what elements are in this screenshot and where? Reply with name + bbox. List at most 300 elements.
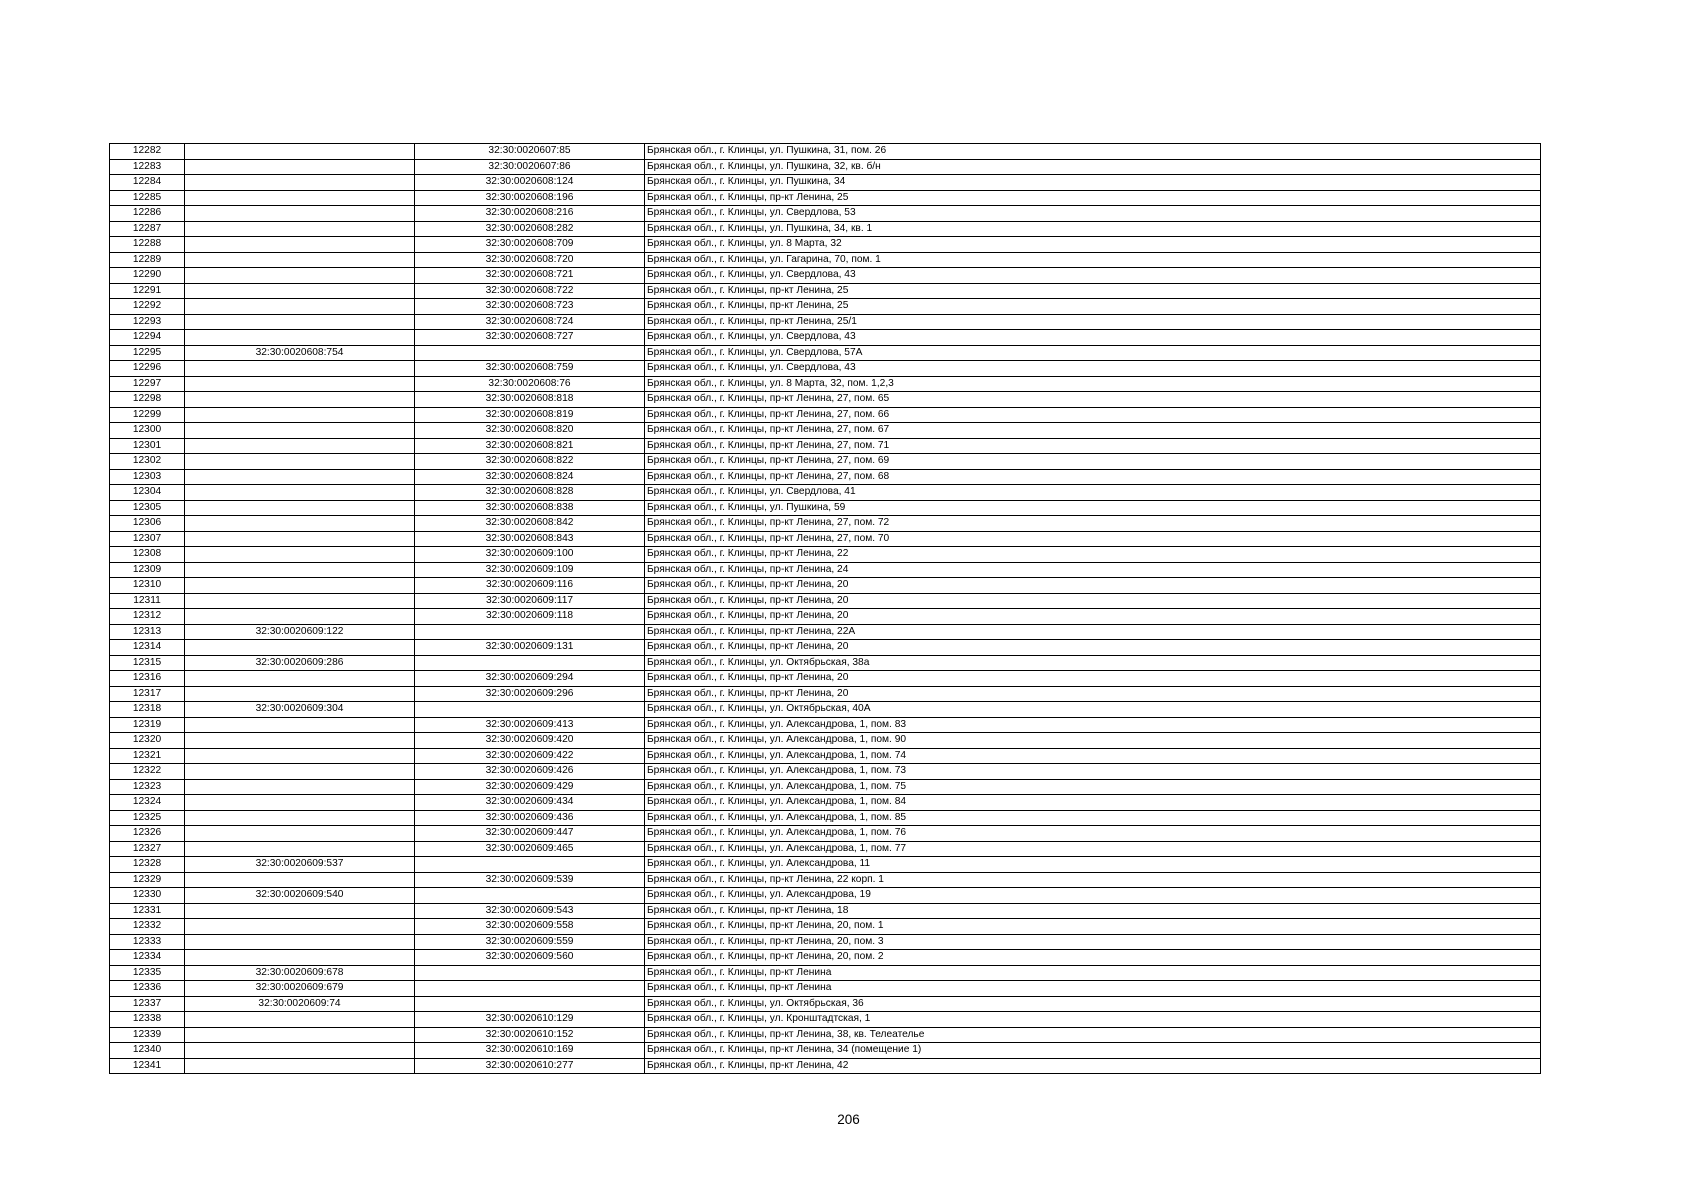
cadastral-number-cell: [185, 159, 415, 175]
table-row: [110, 779, 1541, 795]
row-number-cell: 12323: [110, 779, 185, 795]
address-cell: Брянская обл., г. Клинцы, ул. Свердлова, 41: [645, 485, 1541, 501]
cadastral-number-cell: [185, 1043, 415, 1059]
cadastral-number-cell: 32:30:0020609:286: [185, 655, 415, 671]
table-row: [110, 407, 1541, 423]
cadastral-number-cell: 32:30:0020609:131: [415, 640, 645, 656]
cadastral-number-cell: 32:30:0020608:724: [415, 314, 645, 330]
table-row: [110, 376, 1541, 392]
row-number-cell: 12309: [110, 562, 185, 578]
cadastral-number-cell: 32:30:0020609:559: [415, 934, 645, 950]
address-cell: Брянская обл., г. Клинцы, пр-кт Ленина, 20: [645, 686, 1541, 702]
cadastral-number-cell: [415, 888, 645, 904]
address-cell: Брянская обл., г. Клинцы, ул. 8 Марта, 32, пом. 1,2,3: [645, 376, 1541, 392]
cadastral-number-cell: 32:30:0020608:754: [185, 345, 415, 361]
row-number-cell: 12310: [110, 578, 185, 594]
cadastral-number-cell: [415, 981, 645, 997]
address-cell: Брянская обл., г. Клинцы, пр-кт Ленина, 27, пом. 70: [645, 531, 1541, 547]
cadastral-number-cell: 32:30:0020608:838: [415, 500, 645, 516]
address-cell: Брянская обл., г. Клинцы, пр-кт Ленина, 27, пом. 67: [645, 423, 1541, 439]
table-row: [110, 1058, 1541, 1074]
cadastral-number-cell: [185, 671, 415, 687]
cadastral-number-cell: [185, 686, 415, 702]
table-row: [110, 872, 1541, 888]
address-cell: Брянская обл., г. Клинцы, ул. Кронштадтская, 1: [645, 1012, 1541, 1028]
cadastral-number-cell: [185, 252, 415, 268]
table-row: [110, 144, 1541, 160]
cadastral-number-cell: [415, 702, 645, 718]
address-cell: Брянская обл., г. Клинцы, ул. Александрова, 1, пом. 76: [645, 826, 1541, 842]
address-cell: Брянская обл., г. Клинцы, пр-кт Ленина, 34 (помещение 1): [645, 1043, 1541, 1059]
table-row: [110, 252, 1541, 268]
table-row: [110, 733, 1541, 749]
address-cell: Брянская обл., г. Клинцы, ул. 8 Марта, 32: [645, 237, 1541, 253]
cadastral-number-cell: [185, 500, 415, 516]
property-registry-table: [109, 143, 1541, 1074]
table-row: [110, 237, 1541, 253]
address-cell: Брянская обл., г. Клинцы, ул. Александрова, 1, пом. 77: [645, 841, 1541, 857]
cadastral-number-cell: 32:30:0020609:296: [415, 686, 645, 702]
table-row: [110, 500, 1541, 516]
address-cell: Брянская обл., г. Клинцы, ул. Александрова, 1, пом. 85: [645, 810, 1541, 826]
table-row: [110, 206, 1541, 222]
address-cell: Брянская обл., г. Клинцы, пр-кт Ленина, 22: [645, 547, 1541, 563]
cadastral-number-cell: 32:30:0020608:843: [415, 531, 645, 547]
row-number-cell: 12286: [110, 206, 185, 222]
row-number-cell: 12340: [110, 1043, 185, 1059]
cadastral-number-cell: [185, 764, 415, 780]
cadastral-number-cell: 32:30:0020609:539: [415, 872, 645, 888]
cadastral-number-cell: [185, 423, 415, 439]
row-number-cell: 12341: [110, 1058, 185, 1074]
cadastral-number-cell: [185, 376, 415, 392]
address-cell: Брянская обл., г. Клинцы, пр-кт Ленина, 27, пом. 69: [645, 454, 1541, 470]
row-number-cell: 12305: [110, 500, 185, 516]
cadastral-number-cell: 32:30:0020609:294: [415, 671, 645, 687]
row-number-cell: 12291: [110, 283, 185, 299]
cadastral-number-cell: [185, 190, 415, 206]
cadastral-number-cell: 32:30:0020609:434: [415, 795, 645, 811]
row-number-cell: 12314: [110, 640, 185, 656]
address-cell: Брянская обл., г. Клинцы, пр-кт Ленина, 18: [645, 903, 1541, 919]
row-number-cell: 12297: [110, 376, 185, 392]
row-number-cell: 12321: [110, 748, 185, 764]
table-row: [110, 996, 1541, 1012]
row-number-cell: 12289: [110, 252, 185, 268]
row-number-cell: 12301: [110, 438, 185, 454]
cadastral-number-cell: [185, 469, 415, 485]
address-cell: Брянская обл., г. Клинцы, ул. Александрова, 1, пом. 83: [645, 717, 1541, 733]
cadastral-number-cell: 32:30:0020609:558: [415, 919, 645, 935]
row-number-cell: 12335: [110, 965, 185, 981]
page-number: 206: [837, 1112, 860, 1127]
row-number-cell: 12292: [110, 299, 185, 315]
row-number-cell: 12339: [110, 1027, 185, 1043]
cadastral-number-cell: [185, 826, 415, 842]
row-number-cell: 12294: [110, 330, 185, 346]
address-cell: Брянская обл., г. Клинцы, пр-кт Ленина, 20: [645, 578, 1541, 594]
row-number-cell: 12336: [110, 981, 185, 997]
cadastral-number-cell: 32:30:0020609:679: [185, 981, 415, 997]
table-row: [110, 795, 1541, 811]
address-cell: Брянская обл., г. Клинцы, пр-кт Ленина, 27, пом. 66: [645, 407, 1541, 423]
table-row: [110, 221, 1541, 237]
row-number-cell: 12306: [110, 516, 185, 532]
table-row: [110, 981, 1541, 997]
table-row: [110, 903, 1541, 919]
cadastral-number-cell: 32:30:0020608:709: [415, 237, 645, 253]
table-row: [110, 1012, 1541, 1028]
cadastral-number-cell: 32:30:0020609:122: [185, 624, 415, 640]
row-number-cell: 12290: [110, 268, 185, 284]
table-row: [110, 268, 1541, 284]
address-cell: Брянская обл., г. Клинцы, ул. Пушкина, 31, пом. 26: [645, 144, 1541, 160]
row-number-cell: 12296: [110, 361, 185, 377]
row-number-cell: 12298: [110, 392, 185, 408]
address-cell: Брянская обл., г. Клинцы, пр-кт Ленина, 22А: [645, 624, 1541, 640]
address-cell: Брянская обл., г. Клинцы, ул. Октябрьская, 36: [645, 996, 1541, 1012]
address-cell: Брянская обл., г. Клинцы, пр-кт Ленина: [645, 965, 1541, 981]
cadastral-number-cell: 32:30:0020607:86: [415, 159, 645, 175]
address-cell: Брянская обл., г. Клинцы, пр-кт Ленина, 20: [645, 609, 1541, 625]
cadastral-number-cell: 32:30:0020608:759: [415, 361, 645, 377]
address-cell: Брянская обл., г. Клинцы, пр-кт Ленина, 27, пом. 72: [645, 516, 1541, 532]
row-number-cell: 12282: [110, 144, 185, 160]
row-number-cell: 12302: [110, 454, 185, 470]
table-row: [110, 485, 1541, 501]
row-number-cell: 12303: [110, 469, 185, 485]
row-number-cell: 12283: [110, 159, 185, 175]
cadastral-number-cell: [185, 206, 415, 222]
cadastral-number-cell: 32:30:0020608:722: [415, 283, 645, 299]
address-cell: Брянская обл., г. Клинцы, ул. Пушкина, 34: [645, 175, 1541, 191]
cadastral-number-cell: 32:30:0020609:413: [415, 717, 645, 733]
table-row: [110, 392, 1541, 408]
row-number-cell: 12325: [110, 810, 185, 826]
cadastral-number-cell: 32:30:0020609:447: [415, 826, 645, 842]
row-number-cell: 12287: [110, 221, 185, 237]
row-number-cell: 12304: [110, 485, 185, 501]
address-cell: Брянская обл., г. Клинцы, ул. Свердлова, 53: [645, 206, 1541, 222]
cadastral-number-cell: 32:30:0020609:304: [185, 702, 415, 718]
table-row: [110, 919, 1541, 935]
table-row: [110, 159, 1541, 175]
cadastral-number-cell: [185, 748, 415, 764]
row-number-cell: 12288: [110, 237, 185, 253]
cadastral-number-cell: 32:30:0020608:727: [415, 330, 645, 346]
cadastral-number-cell: 32:30:0020608:723: [415, 299, 645, 315]
registry-table-body: [110, 144, 1541, 1074]
row-number-cell: 12316: [110, 671, 185, 687]
row-number-cell: 12337: [110, 996, 185, 1012]
table-row: [110, 531, 1541, 547]
cadastral-number-cell: 32:30:0020608:76: [415, 376, 645, 392]
address-cell: Брянская обл., г. Клинцы, пр-кт Ленина, 25: [645, 283, 1541, 299]
row-number-cell: 12319: [110, 717, 185, 733]
table-row: [110, 190, 1541, 206]
row-number-cell: 12295: [110, 345, 185, 361]
row-number-cell: 12315: [110, 655, 185, 671]
address-cell: Брянская обл., г. Клинцы, ул. Пушкина, 59: [645, 500, 1541, 516]
cadastral-number-cell: 32:30:0020607:85: [415, 144, 645, 160]
cadastral-number-cell: 32:30:0020608:721: [415, 268, 645, 284]
address-cell: Брянская обл., г. Клинцы, пр-кт Ленина, 25/1: [645, 314, 1541, 330]
cadastral-number-cell: [185, 438, 415, 454]
cadastral-number-cell: [185, 221, 415, 237]
row-number-cell: 12326: [110, 826, 185, 842]
address-cell: Брянская обл., г. Клинцы, ул. Александрова, 1, пом. 75: [645, 779, 1541, 795]
cadastral-number-cell: 32:30:0020609:420: [415, 733, 645, 749]
cadastral-number-cell: 32:30:0020608:828: [415, 485, 645, 501]
cadastral-number-cell: 32:30:0020608:842: [415, 516, 645, 532]
address-cell: Брянская обл., г. Клинцы, ул. Пушкина, 32, кв. б/н: [645, 159, 1541, 175]
cadastral-number-cell: [185, 392, 415, 408]
table-row: [110, 578, 1541, 594]
address-cell: Брянская обл., г. Клинцы, ул. Свердлова, 43: [645, 330, 1541, 346]
address-cell: Брянская обл., г. Клинцы, ул. Александрова, 1, пом. 74: [645, 748, 1541, 764]
cadastral-number-cell: [185, 950, 415, 966]
table-row: [110, 655, 1541, 671]
table-row: [110, 175, 1541, 191]
cadastral-number-cell: [185, 1012, 415, 1028]
table-row: [110, 671, 1541, 687]
cadastral-number-cell: [185, 268, 415, 284]
address-cell: Брянская обл., г. Клинцы, пр-кт Ленина, 38, кв. Телеателье: [645, 1027, 1541, 1043]
cadastral-number-cell: [185, 609, 415, 625]
cadastral-number-cell: [185, 919, 415, 935]
address-cell: Брянская обл., г. Клинцы, пр-кт Ленина, 27, пом. 71: [645, 438, 1541, 454]
cadastral-number-cell: [185, 640, 415, 656]
table-row: [110, 1027, 1541, 1043]
address-cell: Брянская обл., г. Клинцы, ул. Свердлова, 43: [645, 361, 1541, 377]
row-number-cell: 12307: [110, 531, 185, 547]
address-cell: Брянская обл., г. Клинцы, пр-кт Ленина, 20, пом. 3: [645, 934, 1541, 950]
cadastral-number-cell: [185, 1058, 415, 1074]
table-row: [110, 469, 1541, 485]
table-row: [110, 826, 1541, 842]
row-number-cell: 12284: [110, 175, 185, 191]
cadastral-number-cell: [415, 996, 645, 1012]
cadastral-number-cell: [185, 872, 415, 888]
cadastral-number-cell: [185, 733, 415, 749]
address-cell: Брянская обл., г. Клинцы, пр-кт Ленина, 25: [645, 299, 1541, 315]
row-number-cell: 12338: [110, 1012, 185, 1028]
row-number-cell: 12332: [110, 919, 185, 935]
address-cell: Брянская обл., г. Клинцы, пр-кт Ленина, 24: [645, 562, 1541, 578]
cadastral-number-cell: [185, 237, 415, 253]
table-row: [110, 314, 1541, 330]
row-number-cell: 12331: [110, 903, 185, 919]
address-cell: Брянская обл., г. Клинцы, пр-кт Ленина, 27, пом. 68: [645, 469, 1541, 485]
cadastral-number-cell: [185, 283, 415, 299]
row-number-cell: 12329: [110, 872, 185, 888]
cadastral-number-cell: [185, 934, 415, 950]
row-number-cell: 12293: [110, 314, 185, 330]
cadastral-number-cell: [185, 547, 415, 563]
table-row: [110, 593, 1541, 609]
table-row: [110, 717, 1541, 733]
cadastral-number-cell: 32:30:0020608:282: [415, 221, 645, 237]
cadastral-number-cell: 32:30:0020610:169: [415, 1043, 645, 1059]
cadastral-number-cell: 32:30:0020609:560: [415, 950, 645, 966]
table-row: [110, 1043, 1541, 1059]
cadastral-number-cell: [185, 516, 415, 532]
table-row: [110, 934, 1541, 950]
table-row: [110, 965, 1541, 981]
cadastral-number-cell: 32:30:0020608:821: [415, 438, 645, 454]
table-row: [110, 810, 1541, 826]
cadastral-number-cell: 32:30:0020608:196: [415, 190, 645, 206]
cadastral-number-cell: [185, 578, 415, 594]
cadastral-number-cell: 32:30:0020608:124: [415, 175, 645, 191]
table-row: [110, 438, 1541, 454]
cadastral-number-cell: 32:30:0020609:117: [415, 593, 645, 609]
address-cell: Брянская обл., г. Клинцы, пр-кт Ленина, 27, пом. 65: [645, 392, 1541, 408]
cadastral-number-cell: 32:30:0020610:277: [415, 1058, 645, 1074]
table-row: [110, 841, 1541, 857]
address-cell: Брянская обл., г. Клинцы, ул. Октябрьская, 38а: [645, 655, 1541, 671]
table-row: [110, 423, 1541, 439]
table-row: [110, 361, 1541, 377]
cadastral-number-cell: 32:30:0020609:426: [415, 764, 645, 780]
cadastral-number-cell: [185, 407, 415, 423]
cadastral-number-cell: 32:30:0020609:543: [415, 903, 645, 919]
address-cell: Брянская обл., г. Клинцы, пр-кт Ленина, 25: [645, 190, 1541, 206]
address-cell: Брянская обл., г. Клинцы, пр-кт Ленина, 20: [645, 671, 1541, 687]
cadastral-number-cell: 32:30:0020608:720: [415, 252, 645, 268]
table-row: [110, 888, 1541, 904]
row-number-cell: 12320: [110, 733, 185, 749]
table-row: [110, 857, 1541, 873]
cadastral-number-cell: [415, 345, 645, 361]
address-cell: Брянская обл., г. Клинцы, ул. Пушкина, 34, кв. 1: [645, 221, 1541, 237]
address-cell: Брянская обл., г. Клинцы, ул. Александрова, 1, пом. 84: [645, 795, 1541, 811]
cadastral-number-cell: [415, 857, 645, 873]
address-cell: Брянская обл., г. Клинцы, пр-кт Ленина, 20: [645, 593, 1541, 609]
table-row: [110, 624, 1541, 640]
cadastral-number-cell: [415, 624, 645, 640]
table-row: [110, 516, 1541, 532]
table-row: [110, 454, 1541, 470]
cadastral-number-cell: 32:30:0020608:822: [415, 454, 645, 470]
cadastral-number-cell: 32:30:0020609:540: [185, 888, 415, 904]
cadastral-number-cell: [185, 717, 415, 733]
cadastral-number-cell: [185, 454, 415, 470]
cadastral-number-cell: 32:30:0020609:118: [415, 609, 645, 625]
row-number-cell: 12312: [110, 609, 185, 625]
row-number-cell: 12327: [110, 841, 185, 857]
address-cell: Брянская обл., г. Клинцы, ул. Александрова, 1, пом. 73: [645, 764, 1541, 780]
address-cell: Брянская обл., г. Клинцы, пр-кт Ленина: [645, 981, 1541, 997]
cadastral-number-cell: 32:30:0020609:100: [415, 547, 645, 563]
row-number-cell: 12318: [110, 702, 185, 718]
cadastral-number-cell: [185, 810, 415, 826]
table-row: [110, 702, 1541, 718]
address-cell: Брянская обл., г. Клинцы, ул. Гагарина, 70, пом. 1: [645, 252, 1541, 268]
address-cell: Брянская обл., г. Клинцы, пр-кт Ленина, 22 корп. 1: [645, 872, 1541, 888]
cadastral-number-cell: 32:30:0020609:109: [415, 562, 645, 578]
cadastral-number-cell: [185, 903, 415, 919]
cadastral-number-cell: [185, 779, 415, 795]
cadastral-number-cell: 32:30:0020609:678: [185, 965, 415, 981]
cadastral-number-cell: 32:30:0020609:422: [415, 748, 645, 764]
cadastral-number-cell: [185, 485, 415, 501]
row-number-cell: 12313: [110, 624, 185, 640]
cadastral-number-cell: 32:30:0020610:152: [415, 1027, 645, 1043]
row-number-cell: 12299: [110, 407, 185, 423]
row-number-cell: 12334: [110, 950, 185, 966]
cadastral-number-cell: [415, 965, 645, 981]
address-cell: Брянская обл., г. Клинцы, пр-кт Ленина, 20, пом. 2: [645, 950, 1541, 966]
cadastral-number-cell: 32:30:0020609:436: [415, 810, 645, 826]
cadastral-number-cell: 32:30:0020608:216: [415, 206, 645, 222]
cadastral-number-cell: 32:30:0020608:819: [415, 407, 645, 423]
table-row: [110, 299, 1541, 315]
cadastral-number-cell: 32:30:0020610:129: [415, 1012, 645, 1028]
row-number-cell: 12330: [110, 888, 185, 904]
cadastral-number-cell: 32:30:0020609:74: [185, 996, 415, 1012]
cadastral-number-cell: [185, 795, 415, 811]
address-cell: Брянская обл., г. Клинцы, ул. Александрова, 19: [645, 888, 1541, 904]
cadastral-number-cell: [185, 299, 415, 315]
cadastral-number-cell: [185, 144, 415, 160]
address-cell: Брянская обл., г. Клинцы, пр-кт Ленина, 20: [645, 640, 1541, 656]
row-number-cell: 12317: [110, 686, 185, 702]
row-number-cell: 12328: [110, 857, 185, 873]
address-cell: Брянская обл., г. Клинцы, ул. Октябрьская, 40А: [645, 702, 1541, 718]
cadastral-number-cell: [415, 655, 645, 671]
row-number-cell: 12285: [110, 190, 185, 206]
cadastral-number-cell: 32:30:0020608:824: [415, 469, 645, 485]
table-row: [110, 609, 1541, 625]
table-row: [110, 562, 1541, 578]
address-cell: Брянская обл., г. Клинцы, пр-кт Ленина, 42: [645, 1058, 1541, 1074]
address-cell: Брянская обл., г. Клинцы, пр-кт Ленина, 20, пом. 1: [645, 919, 1541, 935]
table-row: [110, 640, 1541, 656]
cadastral-number-cell: [185, 314, 415, 330]
row-number-cell: 12324: [110, 795, 185, 811]
row-number-cell: 12333: [110, 934, 185, 950]
row-number-cell: 12322: [110, 764, 185, 780]
cadastral-number-cell: 32:30:0020608:820: [415, 423, 645, 439]
address-cell: Брянская обл., г. Клинцы, ул. Свердлова, 57А: [645, 345, 1541, 361]
table-row: [110, 330, 1541, 346]
table-row: [110, 547, 1541, 563]
row-number-cell: 12300: [110, 423, 185, 439]
cadastral-number-cell: 32:30:0020609:429: [415, 779, 645, 795]
table-row: [110, 283, 1541, 299]
table-row: [110, 764, 1541, 780]
cadastral-number-cell: [185, 330, 415, 346]
cadastral-number-cell: [185, 361, 415, 377]
cadastral-number-cell: 32:30:0020609:537: [185, 857, 415, 873]
cadastral-number-cell: 32:30:0020609:116: [415, 578, 645, 594]
table-row: [110, 748, 1541, 764]
table-row: [110, 686, 1541, 702]
address-cell: Брянская обл., г. Клинцы, ул. Свердлова, 43: [645, 268, 1541, 284]
table-row: [110, 950, 1541, 966]
cadastral-number-cell: [185, 531, 415, 547]
cadastral-number-cell: [185, 562, 415, 578]
address-cell: Брянская обл., г. Клинцы, ул. Александрова, 11: [645, 857, 1541, 873]
cadastral-number-cell: [185, 1027, 415, 1043]
table-row: [110, 345, 1541, 361]
address-cell: Брянская обл., г. Клинцы, ул. Александрова, 1, пом. 90: [645, 733, 1541, 749]
cadastral-number-cell: 32:30:0020608:818: [415, 392, 645, 408]
cadastral-number-cell: [185, 841, 415, 857]
cadastral-number-cell: [185, 175, 415, 191]
row-number-cell: 12308: [110, 547, 185, 563]
